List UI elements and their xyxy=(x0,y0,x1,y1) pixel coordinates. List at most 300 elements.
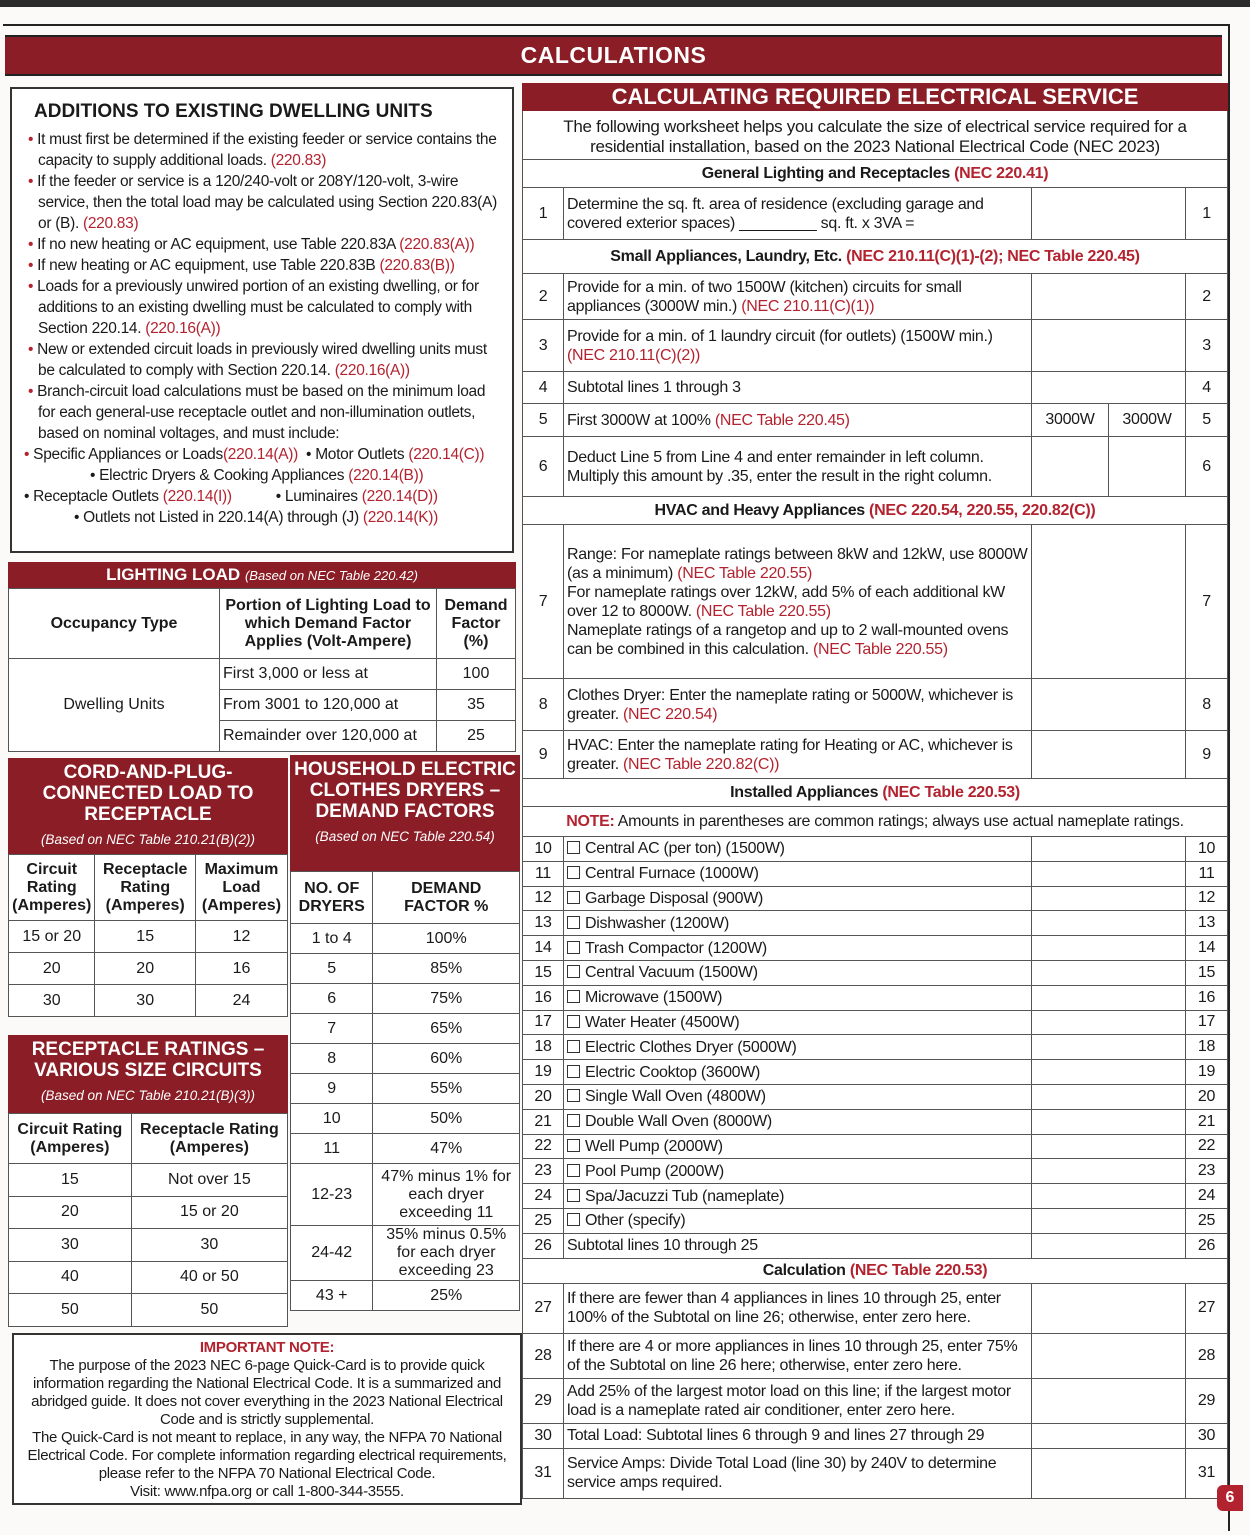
line-number: 31 xyxy=(1186,1448,1228,1498)
table-cell: 24 xyxy=(195,985,287,1017)
bullet-icon: • xyxy=(28,257,38,274)
line-description xyxy=(564,1378,1032,1423)
line-description xyxy=(564,960,1032,985)
amount-field[interactable] xyxy=(1032,1060,1186,1085)
bullet-item xyxy=(24,234,500,255)
line-text: Water Heater (4500W) xyxy=(585,1013,740,1031)
worksheet-line xyxy=(523,1060,1228,1085)
line-number: 27 xyxy=(1186,1283,1228,1333)
worksheet-line xyxy=(523,837,1228,862)
amount-field[interactable] xyxy=(1032,731,1186,779)
line-number: 31 xyxy=(523,1448,564,1498)
column-header: Circuit Rating (Amperes) xyxy=(9,1114,132,1164)
column-header: NO. OF DRYERS xyxy=(291,872,373,924)
worksheet-line xyxy=(523,936,1228,961)
line-number: 3 xyxy=(1186,320,1228,372)
line-text: For nameplate ratings over 12kW, add 5% of each additional kW over 12 to 8000W. xyxy=(567,583,1005,620)
receptacle-header xyxy=(8,1035,288,1113)
line-description xyxy=(564,1010,1032,1035)
line-ref: (NEC Table 220.45) xyxy=(714,411,850,429)
worksheet-line xyxy=(523,1423,1228,1448)
amount-field[interactable] xyxy=(1032,274,1186,320)
worksheet-line xyxy=(523,274,1228,320)
column-header: Circuit Rating (Amperes) xyxy=(9,855,95,921)
table-cell: 55% xyxy=(373,1074,520,1104)
line-description xyxy=(564,1060,1032,1085)
line-number: 28 xyxy=(1186,1333,1228,1378)
line-description xyxy=(564,911,1032,936)
line-text: Provide for a min. of 1 laundry circuit (for outlets) (1500W min.) xyxy=(567,327,993,345)
worksheet-line xyxy=(523,1378,1228,1423)
table-row xyxy=(9,1229,288,1262)
table-row xyxy=(291,954,520,984)
page-banner: CALCULATIONS xyxy=(5,35,1222,76)
line-number: 14 xyxy=(1186,936,1228,961)
line-number: 24 xyxy=(1186,1184,1228,1209)
table-row xyxy=(291,1104,520,1134)
bullet-item xyxy=(24,171,500,234)
line-number: 21 xyxy=(1186,1109,1228,1134)
amount-field[interactable] xyxy=(1032,936,1186,961)
amount-field[interactable] xyxy=(1032,1134,1186,1159)
line-number: 2 xyxy=(523,274,564,320)
line-text: Provide for a min. of two 1500W (kitchen) circuits for small appliances (3000W min.) xyxy=(567,278,962,315)
table-cell: 11 xyxy=(291,1134,373,1164)
line-description xyxy=(564,936,1032,961)
line-description xyxy=(564,1084,1032,1109)
amount-field[interactable] xyxy=(1032,1233,1186,1258)
line-number: 2 xyxy=(1186,274,1228,320)
line-description xyxy=(564,274,1032,320)
section-title xyxy=(523,160,1228,188)
table-row xyxy=(291,924,520,954)
subitem-ref: (220.14(B)) xyxy=(348,467,424,484)
additions-subitems: • Specific Appliances or Loads(220.14(A)) • Motor Outlets (220.14(C)) • Electric Dryers & Cooking Appliances (220.14(B)) • Receptacle Outlets (220.14(I)) • Luminaires (220.14(D)) • Outlets not Listed in 220.14(A) through (J) (220.14(K)) xyxy=(24,446,485,526)
column-header: Receptacle Rating (Amperes) xyxy=(131,1114,287,1164)
table-cell: 20 xyxy=(95,953,195,985)
line-text: Other (specify) xyxy=(585,1212,686,1230)
note-paragraph: The purpose of the 2023 NEC 6-page Quick-Card is to provide quick information regarding the National Electrical Code. It is a summarized and abridged guide. It does not cover everything in the 2023 National Electrical Code and is strictly supplemental. xyxy=(31,1357,503,1428)
line-number: 15 xyxy=(523,960,564,985)
section-ref: (NEC Table 220.53) xyxy=(882,783,1020,801)
line-text: Dishwasher (1200W) xyxy=(585,914,729,932)
line-number: 24 xyxy=(523,1184,564,1209)
line-description xyxy=(564,837,1032,862)
bullet-text: Branch-circuit load calculations must be based on the minimum load for each general-use receptacle outlet and non-illumination outlets, based on nominal voltages, and must include: xyxy=(37,383,486,442)
amount-field[interactable] xyxy=(1032,1283,1186,1333)
table-cell: 75% xyxy=(373,984,520,1014)
amount-field[interactable] xyxy=(1032,1084,1186,1109)
line-description xyxy=(564,1035,1032,1060)
bullet-ref: (220.16(A)) xyxy=(145,320,221,337)
checkbox[interactable] xyxy=(567,1065,580,1078)
top-edge xyxy=(0,0,1250,7)
section-header xyxy=(523,497,1228,525)
column-header: Receptacle Rating (Amperes) xyxy=(95,855,195,921)
worksheet-line xyxy=(523,1283,1228,1333)
worksheet-line xyxy=(523,1233,1228,1258)
line-number: 30 xyxy=(1186,1423,1228,1448)
worksheet-line xyxy=(523,1010,1228,1035)
line-number: 26 xyxy=(523,1233,564,1258)
subitem: Luminaires xyxy=(284,488,362,505)
table-row xyxy=(291,1074,520,1104)
checkbox[interactable] xyxy=(567,1139,580,1152)
worksheet-line xyxy=(523,679,1228,731)
table-cell: 1 to 4 xyxy=(291,924,373,954)
line-number: 25 xyxy=(1186,1208,1228,1233)
line-text: Spa/Jacuzzi Tub (nameplate) xyxy=(585,1187,785,1205)
amount-field[interactable] xyxy=(1109,437,1186,497)
amount-field[interactable] xyxy=(1032,911,1186,936)
bullet-item xyxy=(24,129,500,171)
table-cell: 47% xyxy=(373,1134,520,1164)
bullet-ref: (220.16(A)) xyxy=(334,362,410,379)
line-number: 5 xyxy=(523,404,564,437)
line-paragraph xyxy=(567,545,1028,583)
amount-field[interactable] xyxy=(1032,985,1186,1010)
additions-box xyxy=(10,87,514,553)
table-cell: 12-23 xyxy=(291,1164,373,1226)
bullet-text: Loads for a previously unwired portion of an existing dwelling, or for additions to an existing dwelling must be calculated to comply with Section 220.14. xyxy=(37,278,479,337)
worksheet-line xyxy=(523,1084,1228,1109)
table-cell: 40 or 50 xyxy=(131,1261,287,1294)
checkbox[interactable] xyxy=(567,1164,580,1177)
table-row xyxy=(9,953,288,985)
amount-field[interactable] xyxy=(1032,837,1186,862)
table-row xyxy=(9,921,288,953)
page-number: 6 xyxy=(1217,1485,1243,1511)
worksheet-line xyxy=(523,985,1228,1010)
checkbox[interactable] xyxy=(567,1040,580,1053)
line-ref: (NEC Table 220.82(C)) xyxy=(623,755,780,773)
worksheet-line xyxy=(523,1035,1228,1060)
line-text: Trash Compactor (1200W) xyxy=(585,939,767,957)
section-title xyxy=(523,240,1228,274)
table-cell: 20 xyxy=(9,953,95,985)
line-paragraph xyxy=(567,583,1028,621)
line-number: 28 xyxy=(523,1333,564,1378)
demand-cell: 35 xyxy=(437,690,516,721)
note-title: IMPORTANT NOTE: xyxy=(199,1339,335,1356)
line-description xyxy=(564,1233,1032,1258)
line-number: 8 xyxy=(1186,679,1228,731)
note-row xyxy=(523,807,1228,837)
amount-field[interactable] xyxy=(1032,679,1186,731)
bullet-text: If the feeder or service is a 120/240-volt or 208Y/120-volt, 3-wire service, then the total load may be calculated using Section 220.83(A) or (B). xyxy=(37,173,497,232)
table-cell: 43 + xyxy=(291,1281,373,1311)
additions-title: ADDITIONS TO EXISTING DWELLING UNITS xyxy=(34,101,433,122)
worksheet-line xyxy=(523,188,1228,240)
table-cell: 15 or 20 xyxy=(9,921,95,953)
line-number: 23 xyxy=(1186,1159,1228,1184)
amount-field[interactable] xyxy=(1032,1378,1186,1423)
line-number: 13 xyxy=(523,911,564,936)
table-row xyxy=(291,1044,520,1074)
line-ref: (NEC Table 220.55) xyxy=(695,602,831,620)
table-cell: 7 xyxy=(291,1014,373,1044)
note-text: Amounts in parentheses are common ratings; always use actual nameplate ratings. xyxy=(614,812,1184,830)
bullet-icon: • xyxy=(28,131,38,148)
checkbox[interactable] xyxy=(567,841,580,854)
additions-bullets xyxy=(24,129,500,444)
worksheet-line xyxy=(523,1208,1228,1233)
checkbox[interactable] xyxy=(567,891,580,904)
table-cell: 12 xyxy=(195,921,287,953)
line-number: 1 xyxy=(1186,188,1228,240)
cord-subtitle: (Based on NEC Table 210.21(B)(2)) xyxy=(40,832,256,847)
line-text: Range: For nameplate ratings between 8kW and 12kW, use 8000W (as a minimum) xyxy=(567,545,1028,582)
checkbox[interactable] xyxy=(567,1015,580,1028)
line-number: 7 xyxy=(523,525,564,679)
worksheet-line xyxy=(523,731,1228,779)
checkbox[interactable] xyxy=(567,1089,580,1102)
section-label: Installed Appliances xyxy=(730,783,883,801)
subitem-ref: (220.14(A)) xyxy=(222,446,299,463)
table-cell: 50 xyxy=(9,1294,132,1327)
checkbox[interactable] xyxy=(567,990,580,1003)
table-row xyxy=(291,1014,520,1044)
line-description xyxy=(564,1448,1032,1498)
table-row xyxy=(291,984,520,1014)
line-description xyxy=(564,372,1032,404)
amount-field[interactable] xyxy=(1032,372,1186,404)
section-label: General Lighting and Receptacles xyxy=(701,164,955,182)
line-number: 3 xyxy=(523,320,564,372)
table-cell: 100% xyxy=(373,924,520,954)
line-ref: (NEC Table 220.55) xyxy=(812,640,948,658)
table-cell: 35% minus 0.5% for each dryer exceeding 23 xyxy=(373,1226,520,1281)
amount-field[interactable] xyxy=(1032,886,1186,911)
line-description xyxy=(564,404,1032,437)
table-cell: 30 xyxy=(9,985,95,1017)
checkbox[interactable] xyxy=(567,1114,580,1127)
table-row xyxy=(9,1261,288,1294)
bullet-icon: • xyxy=(28,341,38,358)
section-header xyxy=(523,240,1228,274)
line-number: 17 xyxy=(523,1010,564,1035)
line-description xyxy=(564,188,1032,240)
line-number: 10 xyxy=(1186,837,1228,862)
line-number: 18 xyxy=(523,1035,564,1060)
table-cell: 9 xyxy=(291,1074,373,1104)
worksheet-line xyxy=(523,960,1228,985)
amount-field[interactable] xyxy=(1032,1035,1186,1060)
table-row xyxy=(9,985,288,1017)
line-text: Add 25% of the largest motor load on this line; if the largest motor load is a nameplate rated air conditioner, enter zero here. xyxy=(567,1382,1011,1419)
note-cell xyxy=(523,807,1228,837)
line-text: If there are 4 or more appliances in lines 10 through 25, enter 75% of the Subtotal on line 26 here; otherwise, enter zero here. xyxy=(567,1337,1018,1374)
note-contact[interactable]: Visit: www.nfpa.org or call 1-800-344-3555. xyxy=(130,1483,404,1500)
line-text: Clothes Dryer: Enter the nameplate rating or 5000W, whichever is greater. xyxy=(567,686,1013,723)
line-text: Well Pump (2000W) xyxy=(585,1137,723,1155)
amount-field[interactable] xyxy=(1032,525,1186,679)
subitem: Electric Dryers & Cooking Appliances xyxy=(99,467,349,484)
checkbox[interactable] xyxy=(567,1213,580,1226)
table-cell: Not over 15 xyxy=(131,1164,287,1197)
section-header xyxy=(523,1258,1228,1283)
amount-field[interactable] xyxy=(1032,1208,1186,1233)
table-cell: 20 xyxy=(9,1196,132,1229)
checkbox[interactable] xyxy=(567,941,580,954)
line-number: 18 xyxy=(1186,1035,1228,1060)
receptacle-subtitle: (Based on NEC Table 210.21(B)(3)) xyxy=(40,1088,256,1103)
worksheet-line xyxy=(523,437,1228,497)
line-number: 22 xyxy=(1186,1134,1228,1159)
table-row xyxy=(9,1164,288,1197)
section-title xyxy=(523,497,1228,525)
line-text: Subtotal lines 1 through 3 xyxy=(567,379,741,396)
bullet-text: It must first be determined if the existing feeder or service contains the capacity to supply additional loads. xyxy=(37,131,497,169)
amount-field[interactable] xyxy=(1032,320,1186,372)
bullet-ref: (220.83) xyxy=(82,215,139,232)
portion-cell: From 3001 to 120,000 at xyxy=(220,690,437,721)
receptacle-ratings-table xyxy=(8,1035,288,1327)
table-row xyxy=(291,1164,520,1226)
amount-field[interactable] xyxy=(1032,861,1186,886)
important-note xyxy=(12,1333,522,1505)
section-label: Small Appliances, Laundry, Etc. xyxy=(610,247,847,265)
bullet-text: New or extended circuit loads in previously wired dwelling units must be calculated to comply with Section 220.14. xyxy=(37,341,487,379)
worksheet-line xyxy=(523,1109,1228,1134)
section-label: HVAC and Heavy Appliances xyxy=(654,501,870,519)
amount-field[interactable] xyxy=(1032,437,1109,497)
line-ref: (NEC 210.11(C)(1)) xyxy=(741,297,875,315)
table-cell: 15 xyxy=(95,921,195,953)
amount-field[interactable] xyxy=(1032,188,1186,240)
line-text: Central Furnace (1000W) xyxy=(585,865,759,883)
line-number: 26 xyxy=(1186,1233,1228,1258)
line-number: 15 xyxy=(1186,960,1228,985)
lighting-header xyxy=(8,562,516,588)
line-number: 13 xyxy=(1186,911,1228,936)
subitem-ref: (220.14(K)) xyxy=(362,509,438,526)
table-row xyxy=(291,1134,520,1164)
dryer-demand-table xyxy=(290,755,520,1311)
col-occupancy: Occupancy Type xyxy=(9,589,220,659)
subitem: Outlets not Listed in 220.14(A) through (J) xyxy=(83,509,363,526)
worksheet-line xyxy=(523,1159,1228,1184)
amount-field[interactable] xyxy=(1032,1010,1186,1035)
checkbox[interactable] xyxy=(567,1189,580,1202)
line-ref: (NEC Table 220.55) xyxy=(677,564,813,582)
demand-cell: 25 xyxy=(437,721,516,752)
table-row xyxy=(291,1281,520,1311)
line-number: 27 xyxy=(523,1283,564,1333)
line-text: Single Wall Oven (4800W) xyxy=(585,1088,766,1106)
bullet-text: If new heating or AC equipment, use Table 220.83B xyxy=(37,257,380,274)
line-number: 12 xyxy=(1186,886,1228,911)
line-number: 16 xyxy=(523,985,564,1010)
line-number: 6 xyxy=(1186,437,1228,497)
line-text: Double Wall Oven (8000W) xyxy=(585,1113,772,1131)
line-number: 21 xyxy=(523,1109,564,1134)
amount-field[interactable]: 3000W xyxy=(1109,404,1186,437)
line-description xyxy=(564,1333,1032,1378)
line-text: Deduct Line 5 from Line 4 and enter remainder in left column. Multiply this amount by .35, enter the result in the right column. xyxy=(567,448,992,485)
bullet-ref: (220.83(A)) xyxy=(399,236,475,253)
checkbox[interactable] xyxy=(567,965,580,978)
line-number: 23 xyxy=(523,1159,564,1184)
worksheet-line xyxy=(523,1184,1228,1209)
worksheet-line xyxy=(523,372,1228,404)
worksheet-line xyxy=(523,1448,1228,1498)
table-cell: 85% xyxy=(373,954,520,984)
amount-field[interactable] xyxy=(1032,960,1186,985)
lighting-subtitle: (Based on NEC Table 220.42) xyxy=(244,568,418,583)
amount-field[interactable] xyxy=(1032,1333,1186,1378)
line-number: 17 xyxy=(1186,1010,1228,1035)
line-description xyxy=(564,437,1032,497)
table-cell: 6 xyxy=(291,984,373,1014)
table-cell: 30 xyxy=(95,985,195,1017)
table-cell: 50 xyxy=(131,1294,287,1327)
amount-field[interactable] xyxy=(1032,1423,1186,1448)
checkbox[interactable] xyxy=(567,916,580,929)
header-row xyxy=(291,872,520,924)
line-number: 4 xyxy=(1186,372,1228,404)
line-number: 20 xyxy=(523,1084,564,1109)
line-description xyxy=(564,1423,1032,1448)
line-text: HVAC: Enter the nameplate rating for Heating or AC, whichever is greater. xyxy=(567,736,1013,773)
line-description xyxy=(564,886,1032,911)
line-text: Nameplate ratings of a rangetop and up to 2 wall-mounted ovens can be combined in this calculation. xyxy=(567,621,1009,658)
line-number: 29 xyxy=(523,1378,564,1423)
service-worksheet xyxy=(522,83,1228,1507)
line-number: 16 xyxy=(1186,985,1228,1010)
line-text: Electric Clothes Dryer (5000W) xyxy=(585,1038,797,1056)
table-cell: 16 xyxy=(195,953,287,985)
amount-field[interactable] xyxy=(1032,1184,1186,1209)
amount-field[interactable]: 3000W xyxy=(1032,404,1109,437)
dryers-title: HOUSEHOLD ELECTRIC CLOTHES DRYERS – DEMAND FACTORS xyxy=(294,759,516,822)
line-number: 29 xyxy=(1186,1378,1228,1423)
subitem: Specific Appliances or Loads xyxy=(33,446,223,463)
service-title: CALCULATING REQUIRED ELECTRICAL SERVICE xyxy=(522,83,1228,111)
amount-field[interactable] xyxy=(1032,1109,1186,1134)
bullet-item xyxy=(24,255,500,276)
bullet-ref: (220.83(B)) xyxy=(379,257,455,274)
checkbox[interactable] xyxy=(567,866,580,879)
line-description xyxy=(564,1134,1032,1159)
section-ref: (NEC 220.54, 220.55, 220.82(C)) xyxy=(869,501,1096,519)
portion-cell: First 3,000 or less at xyxy=(220,659,437,690)
table-row xyxy=(9,1196,288,1229)
demand-cell: 100 xyxy=(437,659,516,690)
subitem: Motor Outlets xyxy=(315,446,409,463)
line-text: Pool Pump (2000W) xyxy=(585,1162,724,1180)
line-description xyxy=(564,320,1032,372)
amount-field[interactable] xyxy=(1032,1448,1186,1498)
line-description xyxy=(564,525,1032,679)
line-text: Central AC (per ton) (1500W) xyxy=(585,840,785,858)
subitem: Receptacle Outlets xyxy=(33,488,163,505)
section-header xyxy=(523,160,1228,188)
line-text: Total Load: Subtotal lines 6 through 9 and lines 27 through 29 xyxy=(567,1427,985,1445)
cord-header xyxy=(8,758,288,854)
dryers-header xyxy=(290,755,520,871)
line-number: 25 xyxy=(523,1208,564,1233)
line-text: Microwave (1500W) xyxy=(585,989,723,1007)
line-number: 19 xyxy=(1186,1060,1228,1085)
header-row xyxy=(9,1114,288,1164)
table-cell: 24-42 xyxy=(291,1226,373,1281)
bullet-ref: (220.83) xyxy=(270,152,327,169)
amount-field[interactable] xyxy=(1032,1159,1186,1184)
line-text: Electric Cooktop (3600W) xyxy=(585,1063,761,1081)
section-header xyxy=(523,779,1228,807)
line-description xyxy=(564,1109,1032,1134)
